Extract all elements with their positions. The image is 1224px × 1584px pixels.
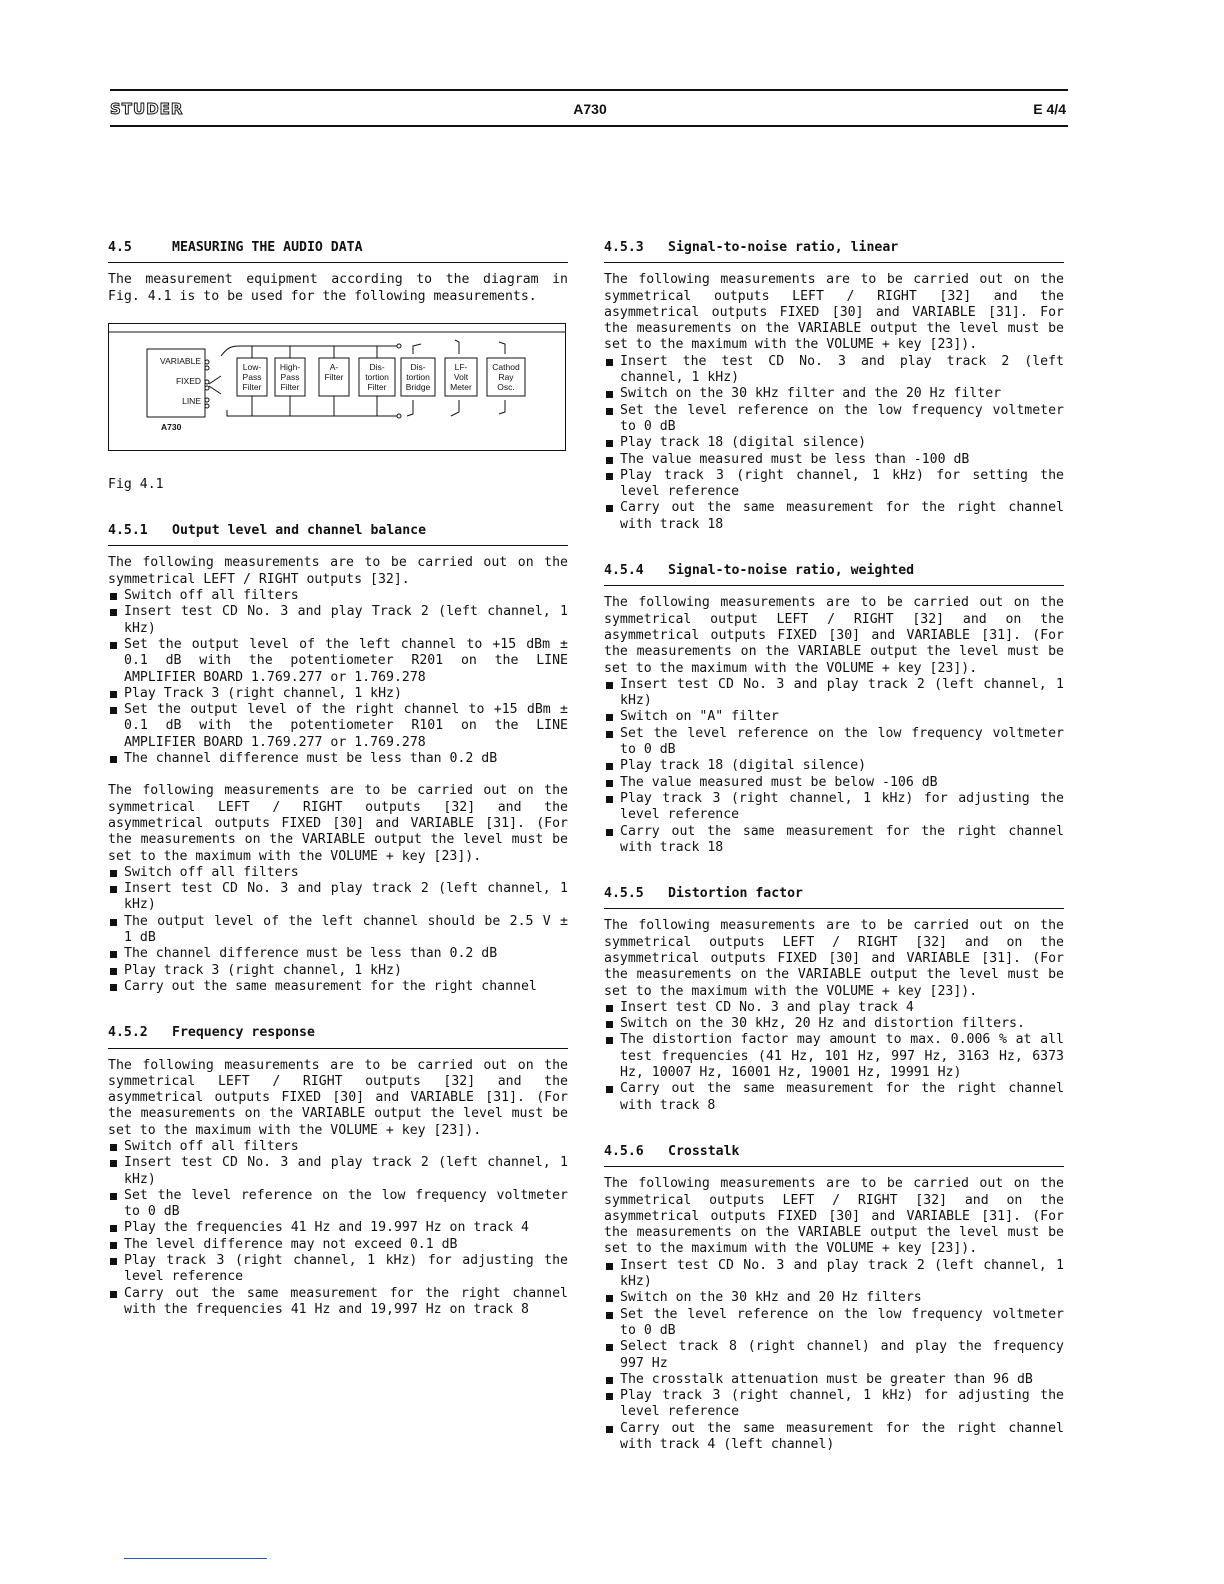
- list-item: Set the level reference on the low frequency voltmeter to 0 dB: [604, 1307, 1064, 1340]
- bullet-list: [604, 354, 1064, 533]
- bullet-list: [604, 1000, 1064, 1114]
- list-item: Carry out the same measurement for the right channel with track 4 (left channel): [604, 1421, 1064, 1454]
- figure-caption: Fig 4.1: [108, 476, 164, 492]
- list-item: Play track 3 (right channel, 1 kHz) for adjusting the level reference: [108, 1253, 568, 1286]
- diagram-block-line: High-: [279, 361, 301, 372]
- list-item: Switch on "A" filter: [604, 709, 1064, 725]
- section-heading-4-5-3: 4.5.3 Signal-to-noise ratio, linear: [604, 240, 1064, 263]
- diagram-block-line: Osc.: [497, 381, 515, 392]
- diagram-block-line: Filter: [367, 381, 387, 392]
- list-item: Carry out the same measurement for the right channel: [108, 979, 568, 995]
- list-item: Insert test CD No. 3 and play track 2 (left channel, 1 kHz): [108, 881, 568, 914]
- list-item: Play track 3 (right channel, 1 kHz) for adjusting the level reference: [604, 791, 1064, 824]
- bullet-list: [108, 588, 568, 767]
- diagram-block-line: tortion: [406, 371, 430, 382]
- list-item: Insert test CD No. 3 and play Track 2 (left channel, 1 kHz): [108, 604, 568, 637]
- list-item: Insert the test CD No. 3 and play track 2 (left channel, 1 kHz): [604, 354, 1064, 387]
- list-item: Play track 3 (right channel, 1 kHz): [108, 963, 568, 979]
- section-4-5-5-para: The following measurements are to be carried out on the symmetrical outputs LEFT / RIGHT [32] and on the asymmetrical outputs FIXED [30] and VARIABLE [31]. (For the measurements on the VARIABLE output the level must be set to the maximum with the VOLUME + key [23]).: [604, 918, 1064, 999]
- list-item: Insert test CD No. 3 and play track 4: [604, 1000, 1064, 1016]
- page-title: A730: [573, 101, 607, 117]
- list-item: The channel difference must be less than 0.2 dB: [108, 751, 568, 767]
- section-heading-4-5: 4.5 MEASURING THE AUDIO DATA: [108, 240, 568, 263]
- header-rule-top: [110, 89, 1068, 91]
- diagram-block-line: Cathod: [492, 361, 520, 372]
- bullet-list: [108, 865, 568, 995]
- list-item: Set the output level of the right channel to +15 dBm ± 0.1 dB with the potentiometer R101 on the LINE AMPLIFIER BOARD 1.769.277 or 1.769.278: [108, 702, 568, 751]
- list-item: Play the frequencies 41 Hz and 19.997 Hz on track 4: [108, 1220, 568, 1236]
- section-heading-4-5-5: 4.5.5 Distortion factor: [604, 886, 1064, 909]
- bullet-list: [108, 1139, 568, 1318]
- diagram-svg: [109, 324, 565, 450]
- list-item: Set the level reference on the low frequency voltmeter to 0 dB: [604, 403, 1064, 436]
- list-item: Insert test CD No. 3 and play track 2 (left channel, 1 kHz): [604, 1258, 1064, 1291]
- diagram-block-line: Ray: [498, 371, 514, 382]
- list-item: The level difference may not exceed 0.1 dB: [108, 1237, 568, 1253]
- bullet-list: [604, 1258, 1064, 1454]
- section-heading-4-5-4: 4.5.4 Signal-to-noise ratio, weighted: [604, 563, 1064, 586]
- list-item: Set the level reference on the low frequency voltmeter to 0 dB: [108, 1188, 568, 1221]
- list-item: Play track 18 (digital silence): [604, 435, 1064, 451]
- diagram-block-line: Bridge: [405, 381, 431, 392]
- list-item: The output level of the left channel should be 2.5 V ± 1 dB: [108, 914, 568, 947]
- list-item: Carry out the same measurement for the right channel with track 18: [604, 824, 1064, 857]
- section-4-5-6-para: The following measurements are to be carried out on the symmetrical outputs LEFT / RIGHT [32] and on the asymmetrical outputs FIXED [30] and VARIABLE [31]. (For the measurements on the VARIABLE output the level must be set to the maximum with the VOLUME + key [23]).: [604, 1176, 1064, 1257]
- diagram-block-line: LF-: [454, 361, 468, 372]
- diagram-output-label: FIXED: [175, 375, 201, 386]
- section-4-5-4-para: The following measurements are to be carried out on the symmetrical output LEFT / RIGHT [32] and on the asymmetrical outputs FIXED [30] and VARIABLE [31]. (For the measurements on the VARIABLE output the level must be set to the maximum with the VOLUME + key [23]).: [604, 595, 1064, 676]
- section-heading-4-5-2: 4.5.2 Frequency response: [108, 1025, 568, 1048]
- list-item: Set the level reference on the low frequency voltmeter to 0 dB: [604, 726, 1064, 759]
- list-item: The value measured must be less than -100 dB: [604, 452, 1064, 468]
- list-item: The distortion factor may amount to max. 0.006 % at all test frequencies (41 Hz, 101 Hz, 997 Hz, 3163 Hz, 6373 Hz, 10007 Hz, 16001 Hz, 19001 Hz, 19991 Hz): [604, 1032, 1064, 1081]
- diagram-block-line: Pass: [280, 371, 300, 382]
- list-item: Switch on the 30 kHz filter and the 20 Hz filter: [604, 386, 1064, 402]
- header-rule-bottom: [110, 125, 1068, 127]
- right-column: [604, 240, 1064, 1453]
- list-item: Switch on the 30 kHz and 20 Hz filters: [604, 1290, 1064, 1306]
- list-item: Play track 18 (digital silence): [604, 758, 1064, 774]
- section-4-5-1-para: The following measurements are to be carried out on the symmetrical LEFT / RIGHT outputs [32] and the asymmetrical outputs FIXED [30] and VARIABLE [31]. (For the measurements on the VARIABLE output the level must be set to the maximum with the VOLUME + key [23]).: [108, 783, 568, 864]
- list-item: Switch off all filters: [108, 865, 568, 881]
- section-heading-4-5-1: 4.5.1 Output level and channel balance: [108, 523, 568, 546]
- section-4-5-intro: The measurement equipment according to the diagram in Fig. 4.1 is to be used for the following measurements.: [108, 272, 568, 304]
- page-number: E 4/4: [1033, 101, 1066, 117]
- diagram-block-line: tortion: [365, 371, 389, 382]
- list-item: Select track 8 (right channel) and play the frequency 997 Hz: [604, 1339, 1064, 1372]
- diagram-block-line: Dis-: [369, 361, 385, 372]
- left-column: [108, 240, 568, 1318]
- measurement-diagram: [108, 323, 566, 451]
- list-item: The value measured must be below -106 dB: [604, 775, 1064, 791]
- list-item: Play track 3 (right channel, 1 kHz) for setting the level reference: [604, 468, 1064, 501]
- list-item: Switch on the 30 kHz, 20 Hz and distortion filters.: [604, 1016, 1064, 1032]
- list-item: The crosstalk attenuation must be greater than 96 dB: [604, 1372, 1064, 1388]
- section-4-5-1-para: The following measurements are to be carried out on the symmetrical LEFT / RIGHT outputs [32].: [108, 555, 568, 587]
- list-item: Insert test CD No. 3 and play track 2 (left channel, 1 kHz): [108, 1155, 568, 1188]
- studer-logo: STUDER: [110, 100, 184, 118]
- diagram-block-line: Meter: [450, 381, 472, 392]
- diagram-block-line: Volt: [453, 371, 469, 382]
- diagram-block-line: Low-: [242, 361, 262, 372]
- list-item: Play track 3 (right channel, 1 kHz) for adjusting the level reference: [604, 1388, 1064, 1421]
- list-item: Carry out the same measurement for the right channel with track 8: [604, 1081, 1064, 1114]
- list-item: The channel difference must be less than 0.2 dB: [108, 946, 568, 962]
- diagram-output-label: LINE: [182, 395, 201, 406]
- diagram-block-line: Pass: [242, 371, 262, 382]
- section-heading-4-5-6: 4.5.6 Crosstalk: [604, 1144, 1064, 1167]
- footnote-rule: [124, 1558, 267, 1559]
- list-item: Play Track 3 (right channel, 1 kHz): [108, 686, 568, 702]
- diagram-device-label: A730: [161, 421, 182, 432]
- list-item: Switch off all filters: [108, 1139, 568, 1155]
- diagram-block-line: Filter: [324, 371, 344, 382]
- bullet-list: [604, 677, 1064, 856]
- list-item: Carry out the same measurement for the right channel with track 18: [604, 500, 1064, 533]
- diagram-output-label: VARIABLE: [160, 355, 201, 366]
- list-item: Switch off all filters: [108, 588, 568, 604]
- list-item: Carry out the same measurement for the right channel with the frequencies 41 Hz and 19,997 Hz on track 8: [108, 1286, 568, 1319]
- list-item: Insert test CD No. 3 and play track 2 (left channel, 1 kHz): [604, 677, 1064, 710]
- diagram-block-line: A-: [329, 361, 339, 372]
- diagram-block-line: Filter: [280, 381, 300, 392]
- section-4-5-3-para: The following measurements are to be carried out on the symmetrical outputs LEFT / RIGHT [32] and the asymmetrical outputs FIXED [30] and VARIABLE [31]. For the measurements on the VARIABLE output the level must be set to the maximum with the VOLUME + key [23]).: [604, 272, 1064, 353]
- section-4-5-2-para: The following measurements are to be carried out on the symmetrical LEFT / RIGHT outputs [32] and the asymmetrical outputs FIXED [30] and VARIABLE [31]. (For the measurements on the VARIABLE output the level must be set to the maximum with the VOLUME + key [23]).: [108, 1057, 568, 1138]
- list-item: Set the output level of the left channel to +15 dBm ± 0.1 dB with the potentiometer R201 on the LINE AMPLIFIER BOARD 1.769.277 or 1.769.278: [108, 637, 568, 686]
- diagram-block-line: Dis-: [410, 361, 426, 372]
- diagram-block-line: Filter: [242, 381, 262, 392]
